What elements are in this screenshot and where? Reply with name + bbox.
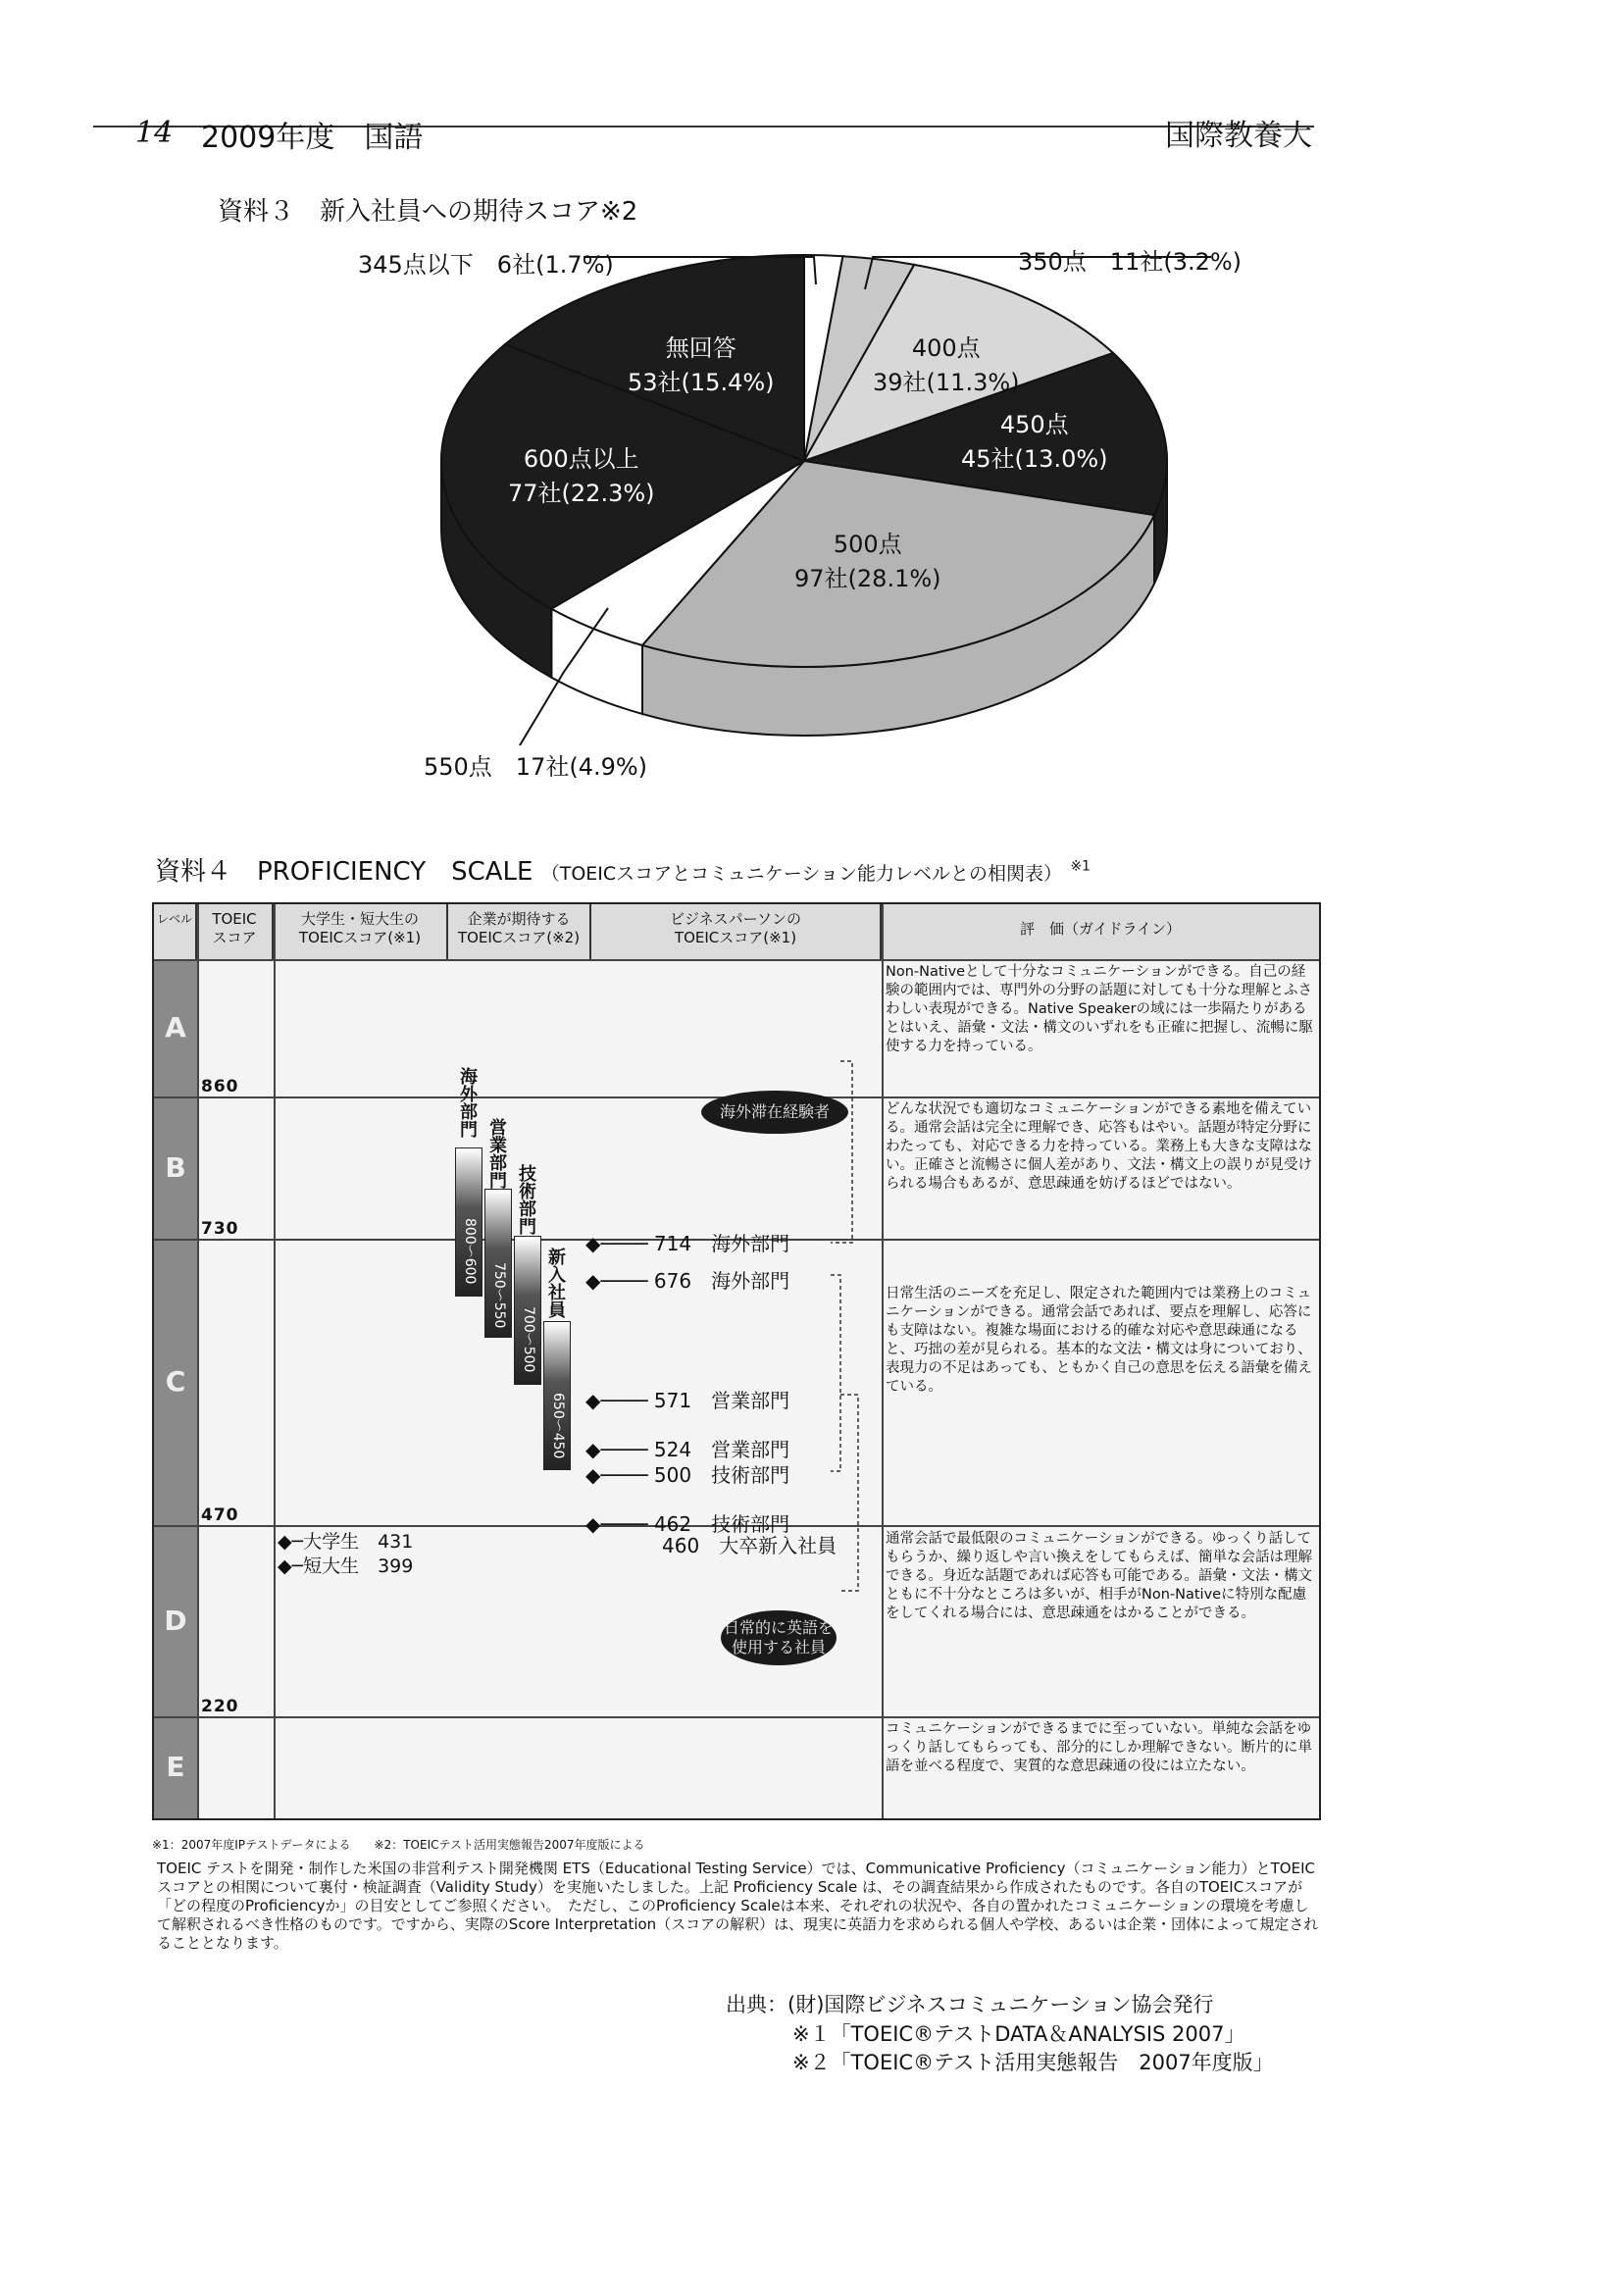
company-range-newhire: 650〜450 [550,1393,566,1459]
level-c: C [154,1239,197,1525]
header-level: レベル [154,904,197,959]
company-range-sales: 750〜550 [491,1262,507,1329]
student-university: ◆─大学生 431 [278,1531,414,1553]
header-companies: 企業が期待する TOEICスコア(※2) [448,904,591,959]
page-number: 14 [135,116,174,150]
company-dept-newhire: 新入社員 [545,1248,566,1318]
eval-d: 通常会話で最低限のコミュニケーションができる。ゆっくり話してもらうか、繰り返しや言い換えをしてもらえば、簡単な会話は理解できる。身近な話題であれば応答も可能である。語彙・文法・構文ともに不十分なところは多いが、相手がNon-Nativeに特別な配慮をしてくれる場合には、意思疎通をはかることができる。 [886,1531,1312,1621]
tick-220: 220 [201,1697,239,1716]
business-462-score: 462 [653,1512,692,1536]
business-676-score: 676 [653,1269,692,1293]
student-junior: ◆─短大生 399 [278,1555,414,1577]
doc4-title-main: 資料４ PROFICIENCY SCALE [155,857,533,887]
doc4-subtitle: （TOEICスコアとコミュニケーション能力レベルとの相関表） [540,863,1063,885]
level-a: A [154,959,197,1096]
business-460-score: 460 [662,1534,700,1557]
pie-label-450: 450点 45社(13.0%) [961,411,1108,473]
student-junior-score: 399 [378,1555,414,1577]
level-e: E [154,1716,197,1818]
tick-730: 730 [201,1219,239,1239]
student-junior-label: 短大生 [303,1555,360,1577]
source-line2: ※１「TOEIC®テストDATA＆ANALYSIS 2007」 [792,2022,1245,2046]
business-676: ◆──── 676 海外部門 [585,1269,790,1293]
business-460-dept: 大卒新入社員 [719,1534,837,1557]
business-714-dept: 海外部門 [711,1232,790,1255]
business-571: ◆──── 571 営業部門 [585,1389,790,1412]
business-714: ◆──── 714 海外部門 [585,1232,790,1255]
company-dept-sales: 営業部門 [486,1118,507,1189]
school-name: 国際教養大 [1165,119,1312,153]
doc4-note-mark: ※1 [1070,858,1091,875]
doc4-title [155,851,1091,888]
business-524-score: 524 [653,1438,692,1461]
pie-label-550: 550点 17社(4.9%) [424,753,648,781]
business-571-dept: 営業部門 [711,1389,790,1412]
eval-e: コミュニケーションができるまでに至っていない。単純な会話をゆっくり話してもらっても、部分的にしか理解できない。断片的に単語を並べる程度で、実質的な意思疎通の役には立たない。 [886,1721,1312,1774]
company-dept-overseas: 海外部門 [457,1067,478,1138]
pie-label-noanswer: 無回答 53社(15.4%) [628,334,775,396]
oval-daily-english-users: 日常的に英語を 使用する社員 [721,1610,837,1665]
table-footnote: ※1：2007年度IPテストデータによる ※2：TOEICテスト活用実態報告2007年度版による [152,1838,645,1852]
company-range-overseas: 800〜600 [462,1218,478,1285]
student-university-label: 大学生 [303,1531,360,1553]
header-eval: 評 価（ガイドライン） [882,904,1319,959]
eval-c: 日常生活のニーズを充足し、限定された範囲内では業務上のコミュニケーションができる。通常会話であれば、要点を理解し、応答にも支障はない。複雑な場面における的確な対応や意思疎通になると、巧拙の差が見られる。基本的な文法・構文は身についており、表現力の不足はあっても、ともかく自己の意思を伝える語彙を備えている。 [886,1286,1312,1395]
student-university-score: 431 [378,1531,414,1553]
company-dept-tech: 技術部門 [516,1164,536,1235]
level-b: B [154,1096,197,1239]
source-line3: ※２「TOEIC®テスト活用実態報告 2007年度版」 [792,2051,1274,2074]
oval-overseas-experience: 海外滞在経験者 [701,1091,848,1134]
business-524-dept: 営業部門 [711,1438,790,1461]
business-676-dept: 海外部門 [711,1269,790,1293]
header-students: 大学生・短大生の TOEICスコア(※1) [274,904,448,959]
business-462: ◆──── 462 技術部門 [585,1512,790,1536]
source-line1: 出典：(財)国際ビジネスコミュニケーション協会発行 [726,1993,1214,2016]
company-range-tech: 700〜500 [521,1306,536,1373]
business-571-score: 571 [653,1389,692,1412]
doc4-notes: TOEIC テストを開発・制作した米国の非営利テスト開発機関 ETS（Educational Testing Service）では、Communicative Proficiency（コミュニケーション能力）とTOEICスコアとの相関について裏付・検証調査（Validity Study）を実施いたしました。上記 Proficiency Scale は、その調査結果から作成されたものです。各自のTOEICスコアが「どの程度のProficiencyか」の目安としてご参照ください。 ただし、このProficiency Scaleは本来、それぞれの状況や、各自の置かれたコミュニケーションの環境を考慮して解釈されるべき性格のものです。ですから、実際のScore Interpretation（スコアの解釈）は、現実に英語力を求められる個人や学校、あるいは企業・団体によって規定されることとなります。 [157,1860,1319,1952]
pie-label-400: 400点 39社(11.3%) [873,334,1020,396]
header-toeic: TOEIC スコア [197,904,274,959]
pie-label-345: 345点以下 6社(1.7%) [358,251,614,279]
bracket-lines [154,904,882,1818]
business-500-score: 500 [653,1463,692,1487]
business-500-dept: 技術部門 [711,1463,790,1487]
pie-label-600: 600点以上 77社(22.3%) [508,445,655,507]
level-d: D [154,1525,197,1716]
proficiency-scale-table [152,902,1321,1820]
tick-470: 470 [201,1505,239,1525]
tick-860: 860 [201,1077,239,1096]
eval-b: どんな状況でも適切なコミュニケーションができる素地を備えている。通常会話は完全に理解でき、応答もはやい。話題が特定分野にわたっても、対応できる力を持っている。業務上も大きな支障はない。正確さと流暢さに個人差があり、文法・構文上の誤りが見受けられる場合もあるが、意思疎通を妨げるほどではない。 [886,1101,1312,1192]
business-500: ◆──── 500 技術部門 [585,1463,790,1487]
header-business: ビジネスパーソンの TOEICスコア(※1) [591,904,882,959]
doc3-title: 資料３ 新入社員への期待スコア※2 [218,197,638,227]
business-462-dept: 技術部門 [711,1512,790,1536]
business-524: ◆──── 524 営業部門 [585,1438,790,1461]
pie-label-500: 500点 97社(28.1%) [794,531,941,592]
pie-label-350: 350点 11社(3.2%) [1018,248,1243,276]
pie-chart [353,235,1236,785]
business-714-score: 714 [653,1232,692,1255]
eval-a: Non-Nativeとして十分なコミュニケーションができる。自己の経験の範囲内では、専門外の分野の話題に対しても十分な理解とふさわしい表現ができる。Native Speakerの域には一歩隔たりがあるとはいえ、語彙・文法・構文のいずれをも正確に把握し、流暢に駆使する力を持っている。 [886,964,1313,1054]
page-title: 2009年度 国語 [201,121,424,155]
